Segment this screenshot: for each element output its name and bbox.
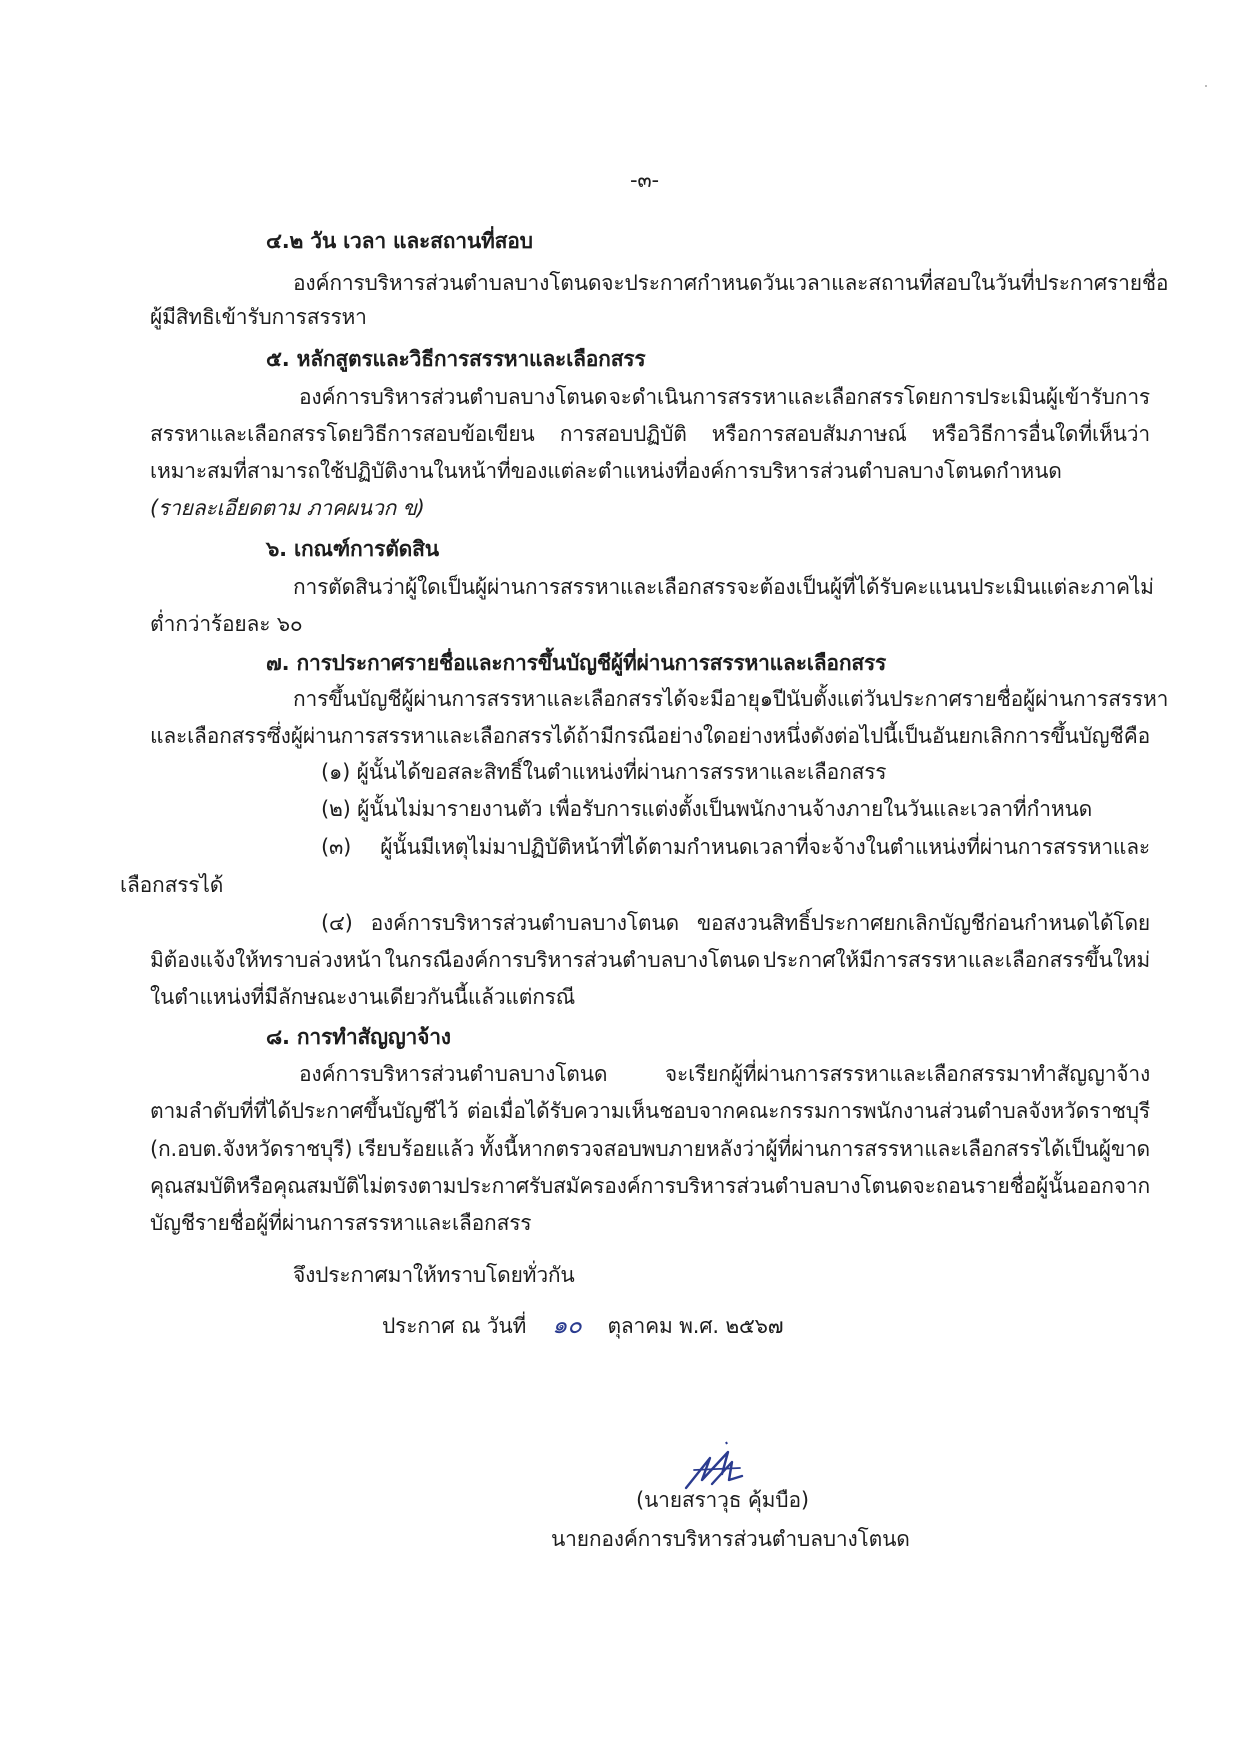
section-7-item-1: (๑) ผู้นั้นได้ขอสละสิทธิ์ในตำแหน่งที่ผ่านการสรรหาและเลือกสรร <box>321 760 887 784</box>
date-month-year: ตุลาคม พ.ศ. ๒๕๖๗ <box>607 1314 784 1338</box>
section-7-item-2: (๒) ผู้นั้นไม่มารายงานตัว เพื่อรับการแต่งตั้งเป็นพนักงานจ้างภายในวันและเวลาที่กำหนด <box>321 797 1093 821</box>
section-8-paragraph-line-5: บัญชีรายชื่อผู้ที่ผ่านการสรรหาและเลือกสรร <box>150 1211 532 1235</box>
section-7-item-4-line-1: (๔) องค์การบริหารส่วนตำบลบางโตนด ขอสงวนสิทธิ์ประกาศยกเลิกบัญชีก่อนกำหนดได้โดย <box>321 911 1150 935</box>
section-7-heading: ๗. การประกาศรายชื่อและการขึ้นบัญชีผู้ที่ผ่านการสรรหาและเลือกสรร <box>266 651 887 675</box>
section-8-heading: ๘. การทำสัญญาจ้าง <box>266 1025 451 1049</box>
section-5-paragraph-line-1: องค์การบริหารส่วนตำบลบางโตนด จะดำเนินการสรรหาและเลือกสรรโดยการประเมินผู้เข้ารับการ <box>299 385 1150 409</box>
signer-title: นายกองค์การบริหารส่วนตำบลบางโตนด <box>551 1527 910 1551</box>
section-5-heading: ๕. หลักสูตรและวิธีการสรรหาและเลือกสรร <box>266 347 646 371</box>
closing-statement: จึงประกาศมาให้ทราบโดยทั่วกัน <box>293 1263 575 1287</box>
section-4-2-heading: ๔.๒ วัน เวลา และสถานที่สอบ <box>266 229 533 253</box>
section-7-item-4-line-2: มิต้องแจ้งให้ทราบล่วงหน้า ในกรณีองค์การบริหารส่วนตำบลบางโตนด ประกาศให้มีการสรรหาและเลือกสรรขึ้นใหม่ <box>150 948 1150 972</box>
section-7-paragraph-line-1: การขึ้นบัญชีผู้ผ่านการสรรหาและเลือกสรรได้จะมีอายุ ๑ ปี นับตั้งแต่วันประกาศรายชื่อผู้ผ่านการสรรหา <box>293 687 1169 711</box>
section-8-paragraph-line-4: คุณสมบัติหรือคุณสมบัติไม่ตรงตามประกาศรับสมัคร องค์การบริหารส่วนตำบลบางโตนดจะถอนรายชื่อผู้นั้นออกจาก <box>150 1174 1151 1198</box>
section-7-item-3-line-1: (๓) ผู้นั้นมีเหตุไม่มาปฏิบัติหน้าที่ได้ตามกำหนดเวลาที่จะจ้างในตำแหน่งที่ผ่านการสรรหาและ <box>321 835 1150 859</box>
section-8-paragraph-line-3: (ก.อบต.จังหวัดราชบุรี) เรียบร้อยแล้ว ทั้งนี้หากตรวจสอบพบภายหลังว่าผู้ที่ผ่านการสรรหาและเลือกสรรได้เป็นผู้ขาด <box>150 1137 1150 1161</box>
section-5-paragraph-line-3: เหมาะสมที่สามารถใช้ปฏิบัติงานในหน้าที่ของแต่ละตำแหน่งที่องค์การบริหารส่วนตำบลบางโตนดกำหนด <box>150 459 1062 483</box>
section-6-heading: ๖. เกณฑ์การตัดสิน <box>266 537 439 561</box>
section-7-paragraph-line-2: และเลือกสรร ซึ่งผู้ผ่านการสรรหาและเลือกสรรได้ถ้ามีกรณีอย่างใดอย่างหนึ่งดังต่อไปนี้ เป็นอันยกเลิกการขึ้นบัญชี คือ <box>150 724 1150 748</box>
announcement-date <box>382 1310 783 1341</box>
appendix-reference: (รายละเอียดตาม ภาคผนวก ข) <box>150 496 425 520</box>
section-5-paragraph-line-2: สรรหาและเลือกสรรโดยวิธีการสอบข้อเขียน การสอบปฏิบัติ หรือการสอบสัมภาษณ์ หรือวิธีการอื่นใดที่เห็นว่า <box>150 422 1150 446</box>
section-4-2-paragraph-line-2: ผู้มีสิทธิเข้ารับการสรรหา <box>150 305 367 329</box>
date-day-handwritten: ๑๐ <box>552 1311 582 1339</box>
section-8-paragraph-line-1: องค์การบริหารส่วนตำบลบางโตนด จะเรียกผู้ที่ผ่านการสรรหาและเลือกสรรมาทำสัญญาจ้าง <box>299 1062 1150 1086</box>
section-6-paragraph-line-1: การตัดสินว่าผู้ใดเป็นผู้ผ่านการสรรหาและเลือกสรรจะต้องเป็นผู้ที่ได้รับคะแนนประเมินแต่ละภาคไม่ <box>293 575 1154 599</box>
section-8-paragraph-line-2: ตามลำดับที่ที่ได้ประกาศขึ้นบัญชีไว้ ต่อเมื่อได้รับความเห็นชอบจากคณะกรรมการพนักงานส่วนตำบลจังหวัดราชบุรี <box>150 1099 1150 1123</box>
section-7-item-4-line-3: ในตำแหน่งที่มีลักษณะงานเดียวกันนี้แล้วแต่กรณี <box>150 985 576 1009</box>
section-4-2-paragraph-line-1: องค์การบริหารส่วนตำบลบางโตนดจะประกาศกำหนดวัน เวลา และสถานที่สอบในวันที่ประกาศรายชื่อ <box>293 271 1169 295</box>
section-6-paragraph-line-2: ต่ำกว่าร้อยละ ๖๐ <box>150 612 303 636</box>
section-7-item-3-line-2: เลือกสรรได้ <box>120 873 224 897</box>
date-prefix: ประกาศ ณ วันที่ <box>382 1314 527 1338</box>
page-number: -๓- <box>630 168 659 192</box>
signer-name: (นายสราวุธ คุ้มบือ) <box>636 1488 809 1512</box>
scan-speck <box>1205 85 1207 87</box>
